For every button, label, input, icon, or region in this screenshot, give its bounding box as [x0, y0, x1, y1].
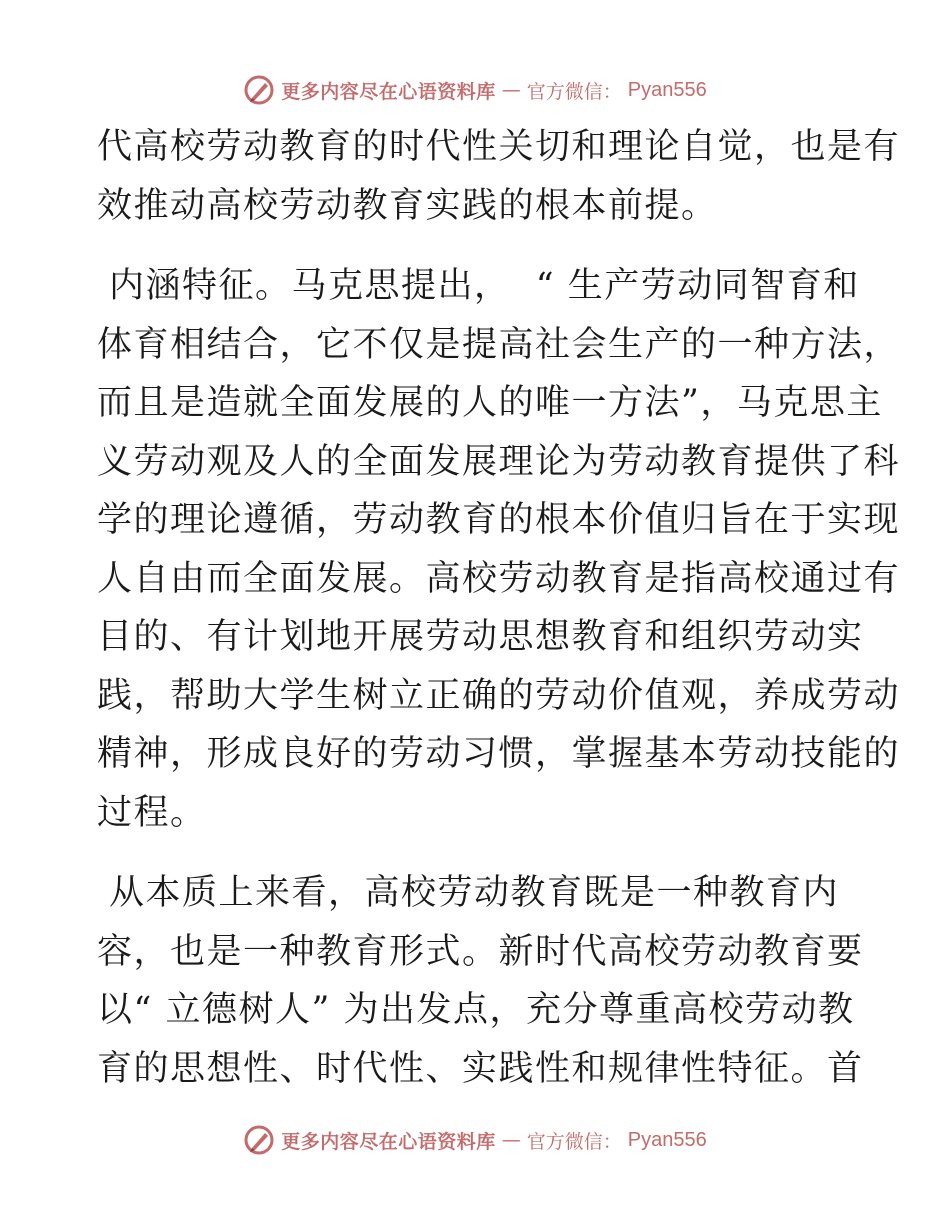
text-line: 内涵特征。马克思提出， “ 生产劳动同智育和	[109, 266, 860, 306]
text-line: 代高校劳动教育的时代性关切和理论自觉，也是有	[97, 127, 901, 167]
watermark-dash: —	[501, 79, 521, 101]
document-body	[97, 118, 901, 1098]
watermark-wechat-id: Pyan556	[627, 78, 707, 101]
text-line: 精神，形成良好的劳动习惯，掌握基本劳动技能的	[97, 734, 901, 774]
text-line: 体育相结合，它不仅是提高社会生产的一种方法，	[97, 324, 901, 365]
text-line: 目的、有计划地开展劳动思想教育和组织劳动实	[97, 617, 864, 657]
text-line: 人自由而全面发展。高校劳动教育是指高校通过有	[97, 558, 901, 599]
text-line: 以“ 立德树人” 为出发点，充分尊重高校劳动教	[97, 990, 855, 1030]
pen-logo-icon	[243, 1124, 275, 1156]
text-line: 容，也是一种教育形式。新时代高校劳动教育要	[97, 931, 864, 972]
text-line: 学的理论遵循，劳动教育的根本价值归旨在于实现	[97, 500, 901, 540]
pen-logo-icon	[243, 74, 275, 106]
paragraph	[97, 118, 901, 235]
text-line: 践，帮助大学生树立正确的劳动价值观，养成劳动	[97, 675, 901, 716]
text-line: 义劳动观及人的全面发展理论为劳动教育提供了科	[97, 441, 901, 482]
text-line: 而且是造就全面发展的人的唯一方法”，马克思主	[97, 383, 883, 423]
watermark-dash: —	[501, 1129, 521, 1151]
watermark-text: 更多内容尽在心语资料库	[281, 1130, 496, 1153]
text-line: 过程。	[97, 792, 207, 833]
header-watermark	[0, 70, 950, 110]
paragraph	[97, 864, 864, 1098]
text-line: 从本质上来看，高校劳动教育既是一种教育内	[109, 873, 840, 913]
text-line: 效推动高校劳动教育实践的根本前提。	[97, 185, 718, 226]
watermark-wechat-label: 官方微信：	[526, 80, 622, 103]
paragraph	[97, 257, 901, 842]
watermark-text: 更多内容尽在心语资料库	[281, 80, 496, 103]
watermark-wechat-id: Pyan556	[627, 1128, 707, 1151]
text-line: 育的思想性、时代性、实践性和规律性特征。首	[97, 1048, 864, 1089]
footer-watermark	[0, 1120, 950, 1160]
watermark-wechat-label: 官方微信：	[526, 1130, 622, 1153]
